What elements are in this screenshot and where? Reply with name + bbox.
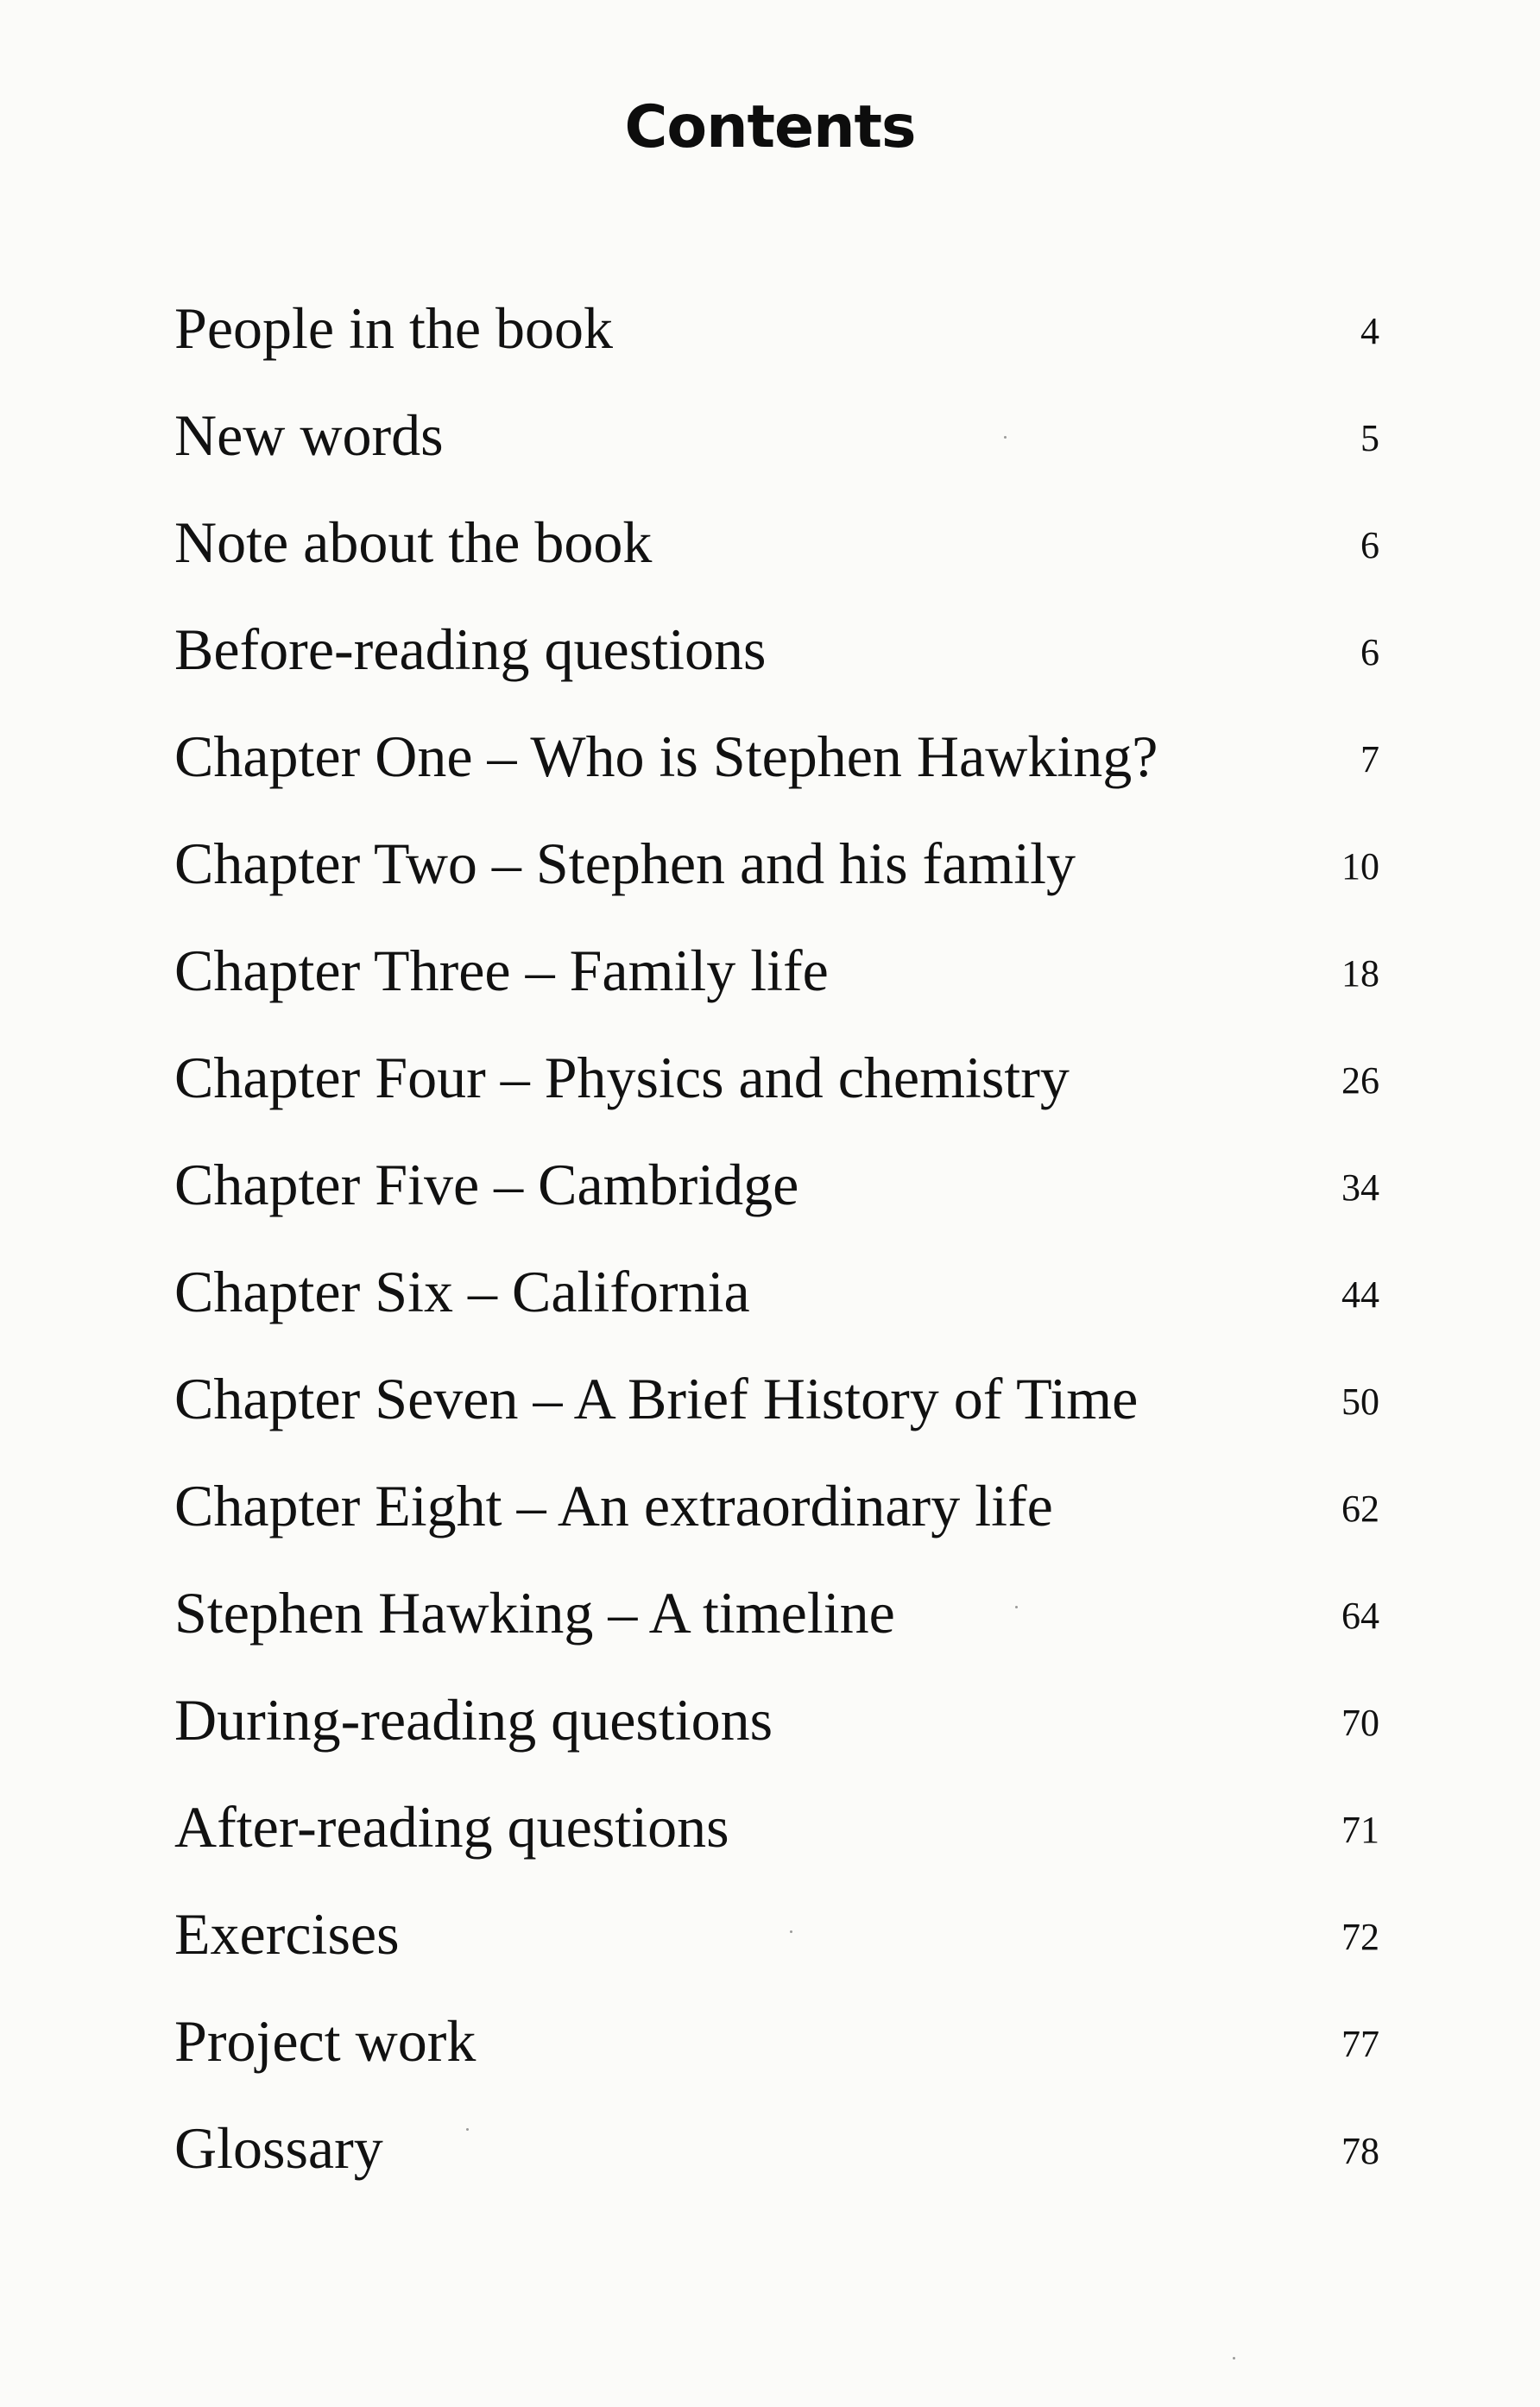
- entry-title: Project work: [174, 2008, 477, 2074]
- entry-page-number: 64: [1341, 1595, 1379, 1637]
- entry-page-number: 72: [1341, 1916, 1379, 1958]
- toc-entry[interactable]: [174, 1131, 1392, 1238]
- entry-title: Chapter Eight – An extraordinary life: [174, 1473, 1053, 1538]
- entry-title: Chapter Two – Stephen and his family: [174, 831, 1076, 896]
- entry-title: Chapter Five – Cambridge: [174, 1152, 799, 1217]
- entry-title: After-reading questions: [174, 1794, 729, 1860]
- entry-title: Chapter Six – California: [174, 1259, 750, 1324]
- toc-entry[interactable]: [174, 1666, 1392, 1773]
- entry-title: Stephen Hawking – A timeline: [174, 1580, 895, 1646]
- toc-entry[interactable]: [174, 275, 1392, 382]
- entry-page-number: 78: [1341, 2130, 1379, 2172]
- entry-page-number: 4: [1360, 310, 1379, 352]
- entry-title: Chapter Seven – A Brief History of Time: [174, 1366, 1139, 1431]
- entry-title: Before-reading questions: [174, 616, 767, 682]
- entry-page-number: 44: [1341, 1273, 1379, 1316]
- toc-entry[interactable]: [174, 1773, 1392, 1880]
- scan-speck: [1015, 1606, 1018, 1608]
- entry-page-number: 62: [1341, 1488, 1379, 1530]
- entry-title: New words: [174, 402, 444, 468]
- toc-entry[interactable]: [174, 1238, 1392, 1345]
- toc-entry[interactable]: [174, 1452, 1392, 1559]
- toc-entry[interactable]: [174, 2094, 1392, 2202]
- entry-title: Chapter Four – Physics and chemistry: [174, 1045, 1070, 1110]
- toc-entry[interactable]: [174, 596, 1392, 703]
- entry-page-number: 5: [1360, 417, 1379, 459]
- toc-entry[interactable]: [174, 917, 1392, 1024]
- entry-title: Chapter One – Who is Stephen Hawking?: [174, 723, 1158, 789]
- entry-page-number: 7: [1360, 738, 1379, 780]
- scan-speck: [1004, 436, 1007, 439]
- toc-entry[interactable]: [174, 489, 1392, 596]
- entry-page-number: 10: [1341, 845, 1379, 888]
- toc-entry[interactable]: [174, 1987, 1392, 2094]
- entry-page-number: 70: [1341, 1702, 1379, 1744]
- toc-entry[interactable]: [174, 1880, 1392, 1987]
- page-title: Contents: [624, 93, 916, 161]
- scan-speck: [790, 1930, 792, 1933]
- toc-entry[interactable]: [174, 810, 1392, 917]
- toc-entry[interactable]: [174, 382, 1392, 489]
- toc-entry[interactable]: [174, 1024, 1392, 1131]
- toc-entry[interactable]: [174, 703, 1392, 810]
- entry-page-number: 77: [1341, 2023, 1379, 2065]
- entry-page-number: 71: [1341, 1809, 1379, 1851]
- entry-title: Glossary: [174, 2115, 383, 2181]
- entry-title: During-reading questions: [174, 1687, 773, 1753]
- entry-title: Chapter Three – Family life: [174, 938, 829, 1003]
- entry-page-number: 50: [1341, 1380, 1379, 1423]
- entry-title: Note about the book: [174, 509, 653, 575]
- entry-title: Exercises: [174, 1901, 400, 1967]
- entry-page-number: 26: [1341, 1059, 1379, 1102]
- entry-page-number: 34: [1341, 1166, 1379, 1209]
- entry-page-number: 18: [1341, 952, 1379, 995]
- scan-speck: [466, 2128, 469, 2131]
- toc-entry[interactable]: [174, 1559, 1392, 1666]
- entry-page-number: 6: [1360, 524, 1379, 566]
- table-of-contents: [174, 275, 1392, 2202]
- toc-entry[interactable]: [174, 1345, 1392, 1452]
- scan-speck: [1233, 2357, 1235, 2360]
- entry-title: People in the book: [174, 295, 614, 361]
- entry-page-number: 6: [1360, 631, 1379, 673]
